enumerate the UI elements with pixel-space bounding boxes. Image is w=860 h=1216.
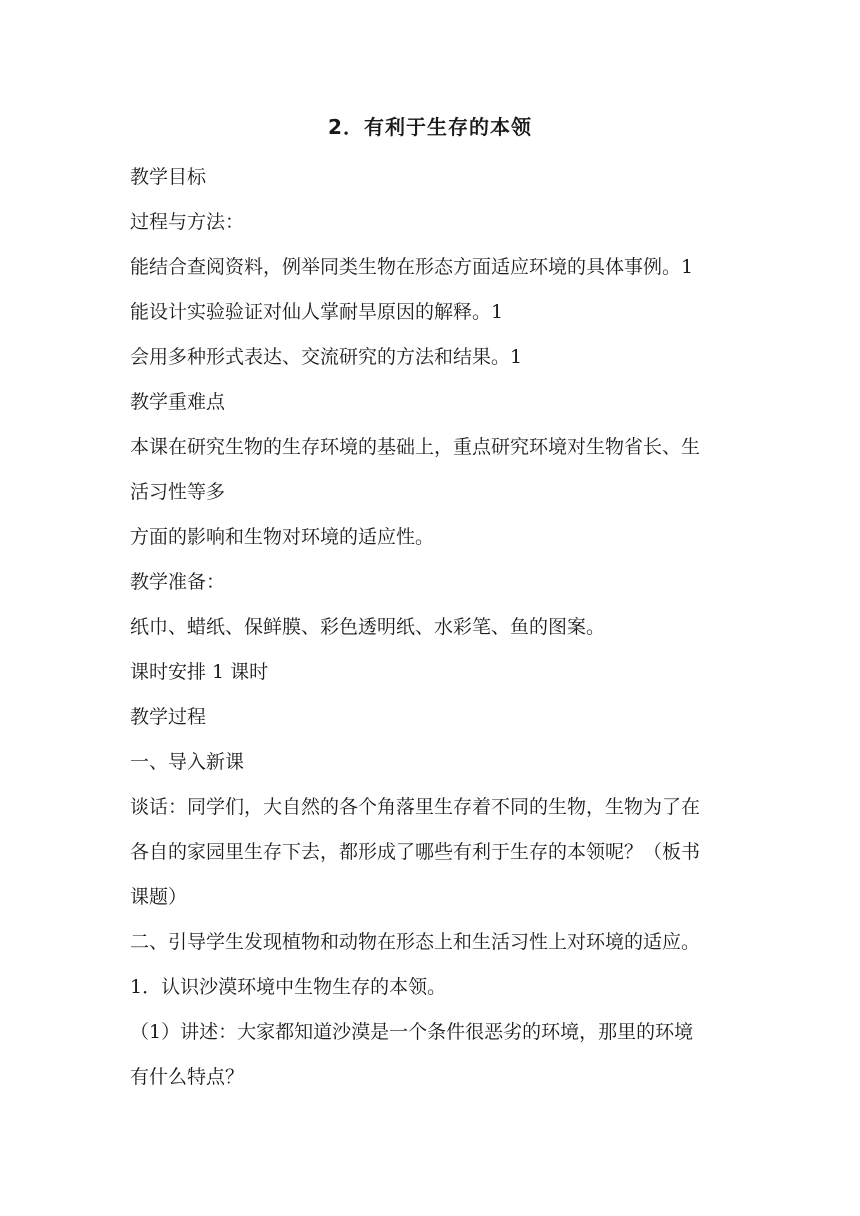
paragraph-line: 会用多种形式表达、交流研究的方法和结果。1	[130, 346, 523, 368]
section-heading-process: 教学过程	[130, 706, 207, 728]
paragraph-line: 谈话：同学们，大自然的各个角落里生存着不同的生物，生物为了在	[130, 796, 701, 818]
subheading-guide: 二、引导学生发现植物和动物在形态上和生活习性上对环境的适应。	[130, 931, 701, 953]
subheading-process-methods: 过程与方法：	[130, 211, 245, 233]
subheading-desert: 1．认识沙漠环境中生物生存的本领。	[130, 976, 447, 998]
schedule-line: 课时安排 1 课时	[130, 661, 269, 683]
subheading-intro: 一、导入新课	[130, 751, 245, 773]
paragraph-line: 活习性等多	[130, 481, 226, 503]
paragraph-line: 纸巾、蜡纸、保鲜膜、彩色透明纸、水彩笔、鱼的图案。	[130, 616, 606, 638]
paragraph-line: 能结合查阅资料，例举同类生物在形态方面适应环境的具体事例。1	[130, 256, 694, 278]
section-heading-key-points: 教学重难点	[130, 391, 226, 413]
paragraph-line: 能设计实验验证对仙人掌耐旱原因的解释。1	[130, 301, 504, 323]
paragraph-line: 课题）	[130, 886, 188, 908]
paragraph-line: 方面的影响和生物对环境的适应性。	[130, 526, 435, 548]
paragraph-line: （1）讲述：大家都知道沙漠是一个条件很恶劣的环境，那里的环境	[130, 1021, 694, 1043]
document-title: 2．有利于生存的本领	[328, 115, 532, 139]
paragraph-line: 有什么特点？	[130, 1066, 245, 1088]
section-heading-preparation: 教学准备：	[130, 571, 226, 593]
section-heading-teaching-goals: 教学目标	[130, 166, 207, 188]
document-body	[130, 155, 740, 1100]
paragraph-line: 各自的家园里生存下去，都形成了哪些有利于生存的本领呢？（板书	[130, 841, 701, 863]
paragraph-line: 本课在研究生物的生存环境的基础上，重点研究环境对生物省长、生	[130, 436, 701, 458]
